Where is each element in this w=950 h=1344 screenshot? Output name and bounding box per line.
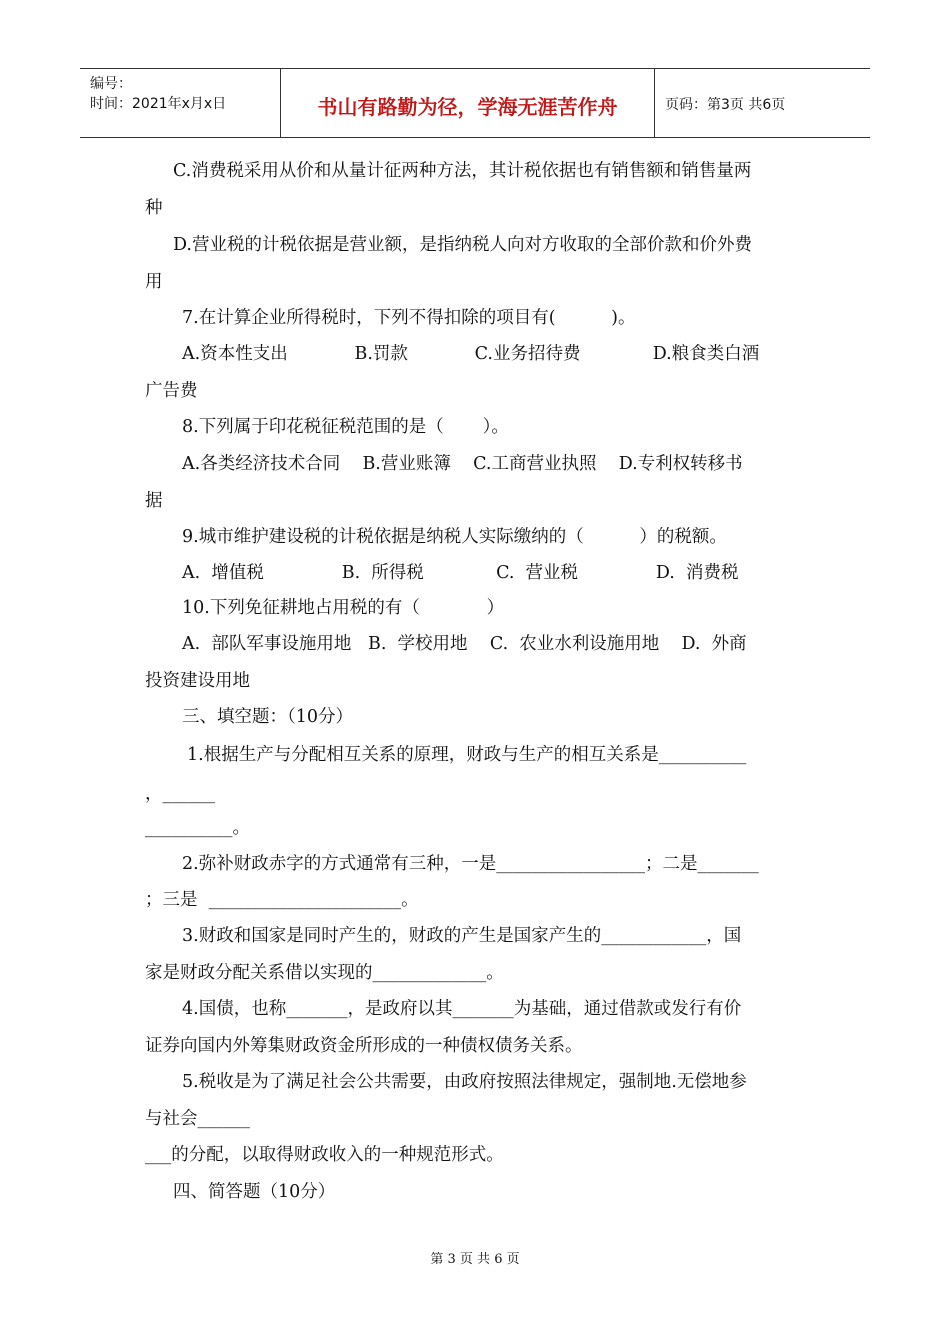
question-8: 8.下列属于印花税征税范围的是（ ）。 (182, 417, 509, 437)
header-motto: 书山有路勤为径，学海无涯苦作舟 (317, 95, 618, 119)
header-page-code: 页码：第3页 共6页 (665, 97, 786, 113)
text-line: ，______ (145, 784, 215, 804)
fill-question-3: 3.财政和国家是同时产生的，财政的产生是国家产生的____________，国 (182, 926, 742, 946)
text-line: C.消费税采用从价和从量计征两种方法，其计税依据也有销售额和销售量两 (173, 161, 752, 181)
fill-question-5: 5.税收是为了满足社会公共需要，由政府按照法律规定，强制地.无偿地参 (182, 1072, 747, 1092)
header-left-cell (80, 69, 281, 137)
question-7-options: A.资本性支出 B.罚款 C.业务招待费 D.粮食类白酒 (182, 344, 760, 364)
text-line: 投资建设用地 (145, 671, 250, 691)
text-line: 与社会______ (145, 1109, 250, 1129)
section-heading-fill-blank: 三、填空题：（10分） (182, 707, 354, 727)
text-line: 证券向国内外筹集财政资金所形成的一种债权债务关系。 (145, 1036, 583, 1056)
fill-question-1: 1.根据生产与分配相互关系的原理，财政与生产的相互关系是__________ (187, 745, 747, 765)
page-header (80, 68, 870, 138)
question-10: 10.下列免征耕地占用税的有（ ） (182, 598, 505, 618)
text-line: 种 (145, 198, 163, 218)
question-8-options: A.各类经济技术合同 B.营业账簿 C.工商营业执照 D.专利权转移书 (182, 454, 743, 474)
section-heading-short-answer: 四、简答题（10分） (173, 1182, 336, 1202)
document-time-label: 时间：2021年x月x日 (90, 96, 227, 112)
fill-question-4: 4.国债，也称_______，是政府以其_______为基础，通过借款或发行有价 (182, 999, 742, 1019)
document-number-label: 编号： (90, 76, 132, 92)
text-line: ___的分配，以取得财政收入的一种规范形式。 (145, 1145, 504, 1165)
text-line: ；三是 ______________________。 (145, 890, 419, 910)
question-9-options: A. 增值税 B. 所得税 C. 营业税 D. 消费税 (182, 563, 739, 583)
text-line: 用 (145, 272, 163, 292)
text-line: D.营业税的计税依据是营业额，是指纳税人向对方收取的全部价款和价外费 (173, 235, 752, 255)
text-line: 据 (145, 491, 163, 511)
header-motto-cell (281, 69, 655, 137)
text-line: 家是财政分配关系借以实现的_____________。 (145, 963, 504, 983)
question-9: 9.城市维护建设税的计税依据是纳税人实际缴纳的（ ）的税额。 (182, 527, 727, 547)
fill-question-2: 2.弥补财政赤字的方式通常有三种，一是_________________；二是_______ (182, 854, 759, 874)
question-10-options: A. 部队军事设施用地 B. 学校用地 C. 农业水利设施用地 D. 外商 (182, 634, 747, 654)
header-page-cell (655, 69, 870, 137)
question-7: 7.在计算企业所得税时，下列不得扣除的项目有( )。 (182, 308, 636, 328)
page-footer: 第 3 页 共 6 页 (430, 1252, 520, 1267)
text-line: __________。 (145, 818, 250, 838)
text-line: 广告费 (145, 381, 198, 401)
